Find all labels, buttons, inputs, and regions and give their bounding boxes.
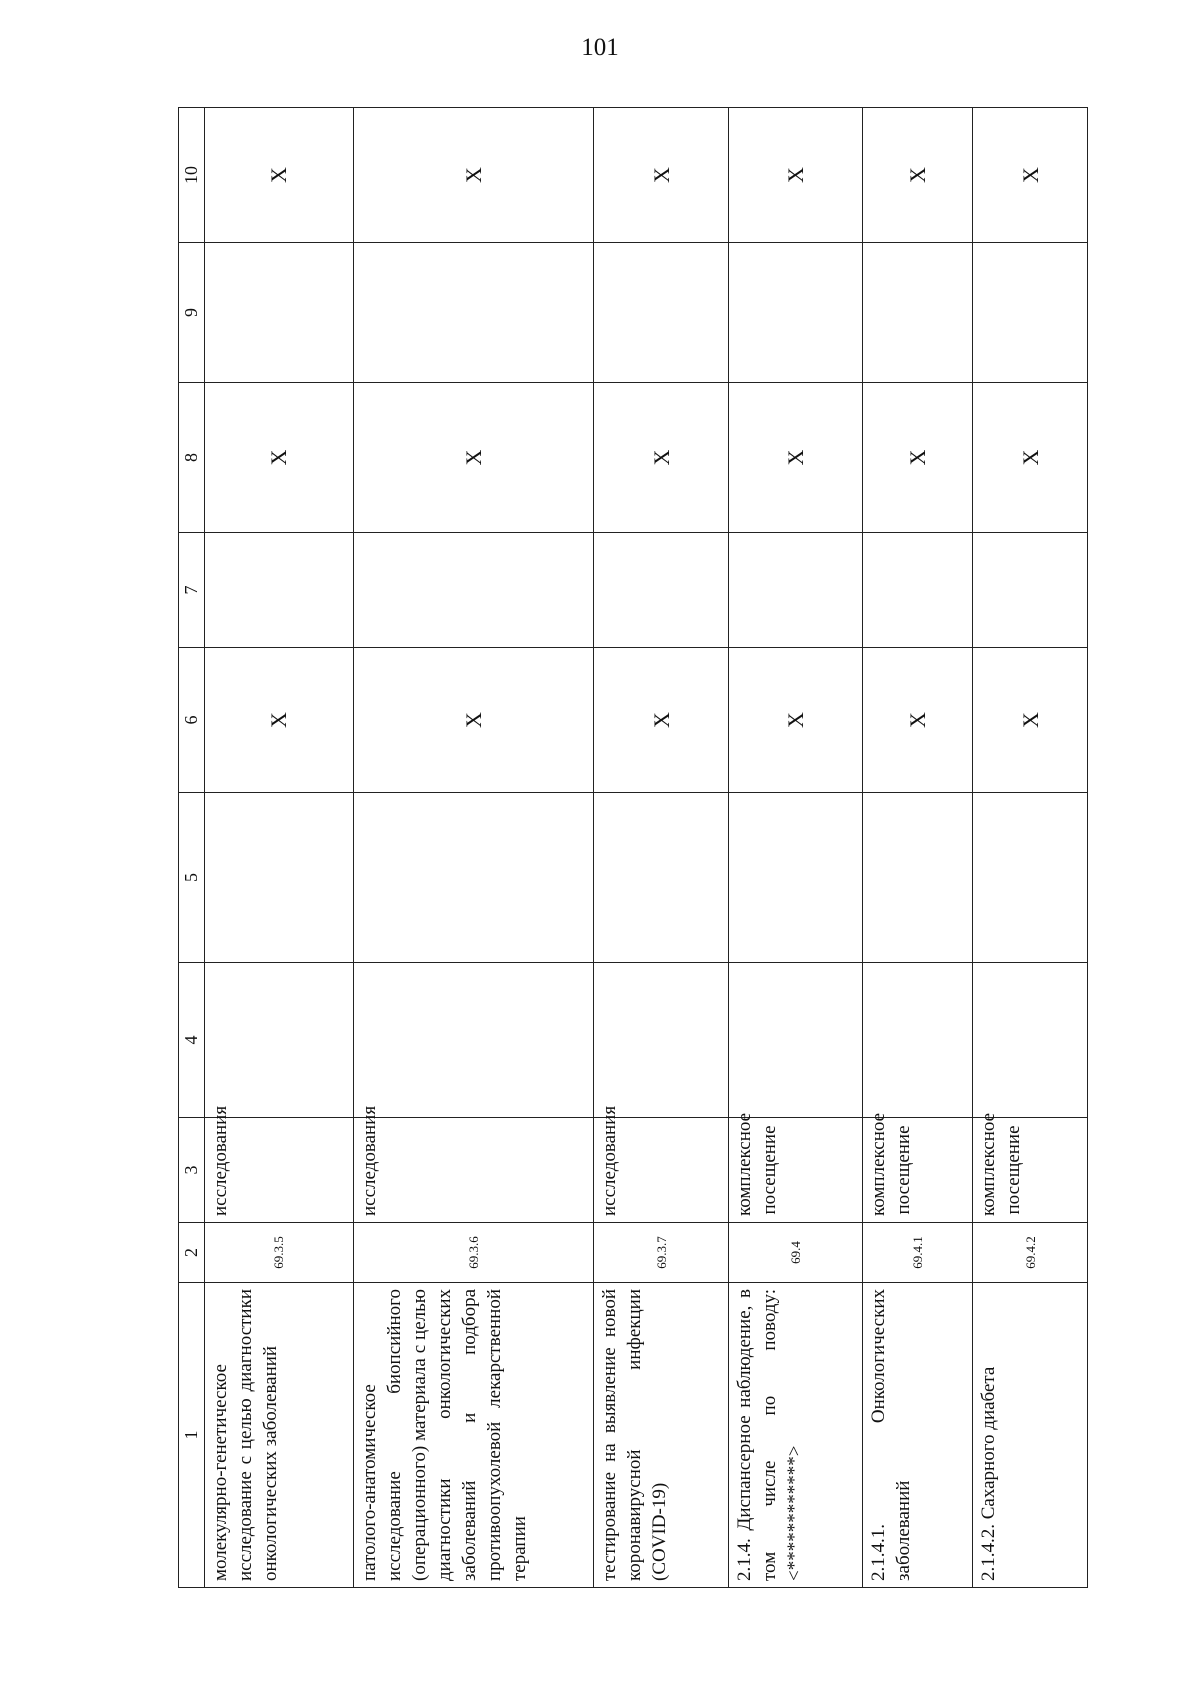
cell-col8: X <box>205 383 354 533</box>
column-header: 1 <box>179 1283 205 1588</box>
cell-col6: X <box>205 648 354 793</box>
cell-col4 <box>205 963 354 1118</box>
row-unit: комплексное посещение <box>729 1118 862 1223</box>
cell-col8: X <box>353 383 594 533</box>
row-unit: исследования <box>205 1118 354 1223</box>
column-header: 10 <box>179 108 205 243</box>
cell-col10: X <box>205 108 354 243</box>
cell-col5 <box>353 793 594 963</box>
table-row <box>353 108 594 1588</box>
cell-col6: X <box>353 648 594 793</box>
cell-col9 <box>594 243 729 383</box>
row-code: 69.3.7 <box>594 1223 729 1283</box>
cell-col5 <box>205 793 354 963</box>
table-row <box>862 108 973 1588</box>
table-row <box>594 108 729 1588</box>
column-header: 5 <box>179 793 205 963</box>
row-code: 69.4.1 <box>862 1223 973 1283</box>
cell-col4 <box>594 963 729 1118</box>
cell-col8: X <box>729 383 862 533</box>
cell-col8: X <box>594 383 729 533</box>
cell-col10: X <box>594 108 729 243</box>
cell-col7 <box>594 533 729 648</box>
cell-col7 <box>973 533 1088 648</box>
cell-col9 <box>973 243 1088 383</box>
cell-col7 <box>729 533 862 648</box>
row-unit: комплексное посещение <box>973 1118 1088 1223</box>
column-header: 6 <box>179 648 205 793</box>
cell-col9 <box>353 243 594 383</box>
cell-col9 <box>205 243 354 383</box>
cell-col9 <box>729 243 862 383</box>
row-code: 69.3.6 <box>353 1223 594 1283</box>
cell-col5 <box>862 793 973 963</box>
cell-col7 <box>205 533 354 648</box>
row-code: 69.3.5 <box>205 1223 354 1283</box>
header-row <box>179 108 205 1588</box>
page-number: 101 <box>581 34 619 61</box>
column-header: 3 <box>179 1118 205 1223</box>
cell-col4 <box>353 963 594 1118</box>
cell-col7 <box>862 533 973 648</box>
cell-col4 <box>862 963 973 1118</box>
cell-col10: X <box>729 108 862 243</box>
cell-col5 <box>729 793 862 963</box>
column-header: 7 <box>179 533 205 648</box>
cell-col10: X <box>353 108 594 243</box>
cell-col10: X <box>862 108 973 243</box>
column-header: 4 <box>179 963 205 1118</box>
cell-col6: X <box>729 648 862 793</box>
cell-col6: X <box>594 648 729 793</box>
row-name: 2.1.4. Диспансерное наблюдение, в том числе по поводу: <************> <box>729 1283 862 1588</box>
cell-col6: X <box>862 648 973 793</box>
cell-col6: X <box>973 648 1088 793</box>
cell-col4 <box>729 963 862 1118</box>
cell-col8: X <box>862 383 973 533</box>
data-table <box>178 107 1088 1588</box>
column-header: 9 <box>179 243 205 383</box>
column-header: 8 <box>179 383 205 533</box>
cell-col9 <box>862 243 973 383</box>
row-unit: исследования <box>353 1118 594 1223</box>
cell-col10: X <box>973 108 1088 243</box>
row-name: тестирование на выявление новой коронавирусной инфекции (COVID-19) <box>594 1283 729 1588</box>
table-row <box>729 108 862 1588</box>
row-code: 69.4 <box>729 1223 862 1283</box>
row-name: молекулярно-генетическое исследование с целью диагностики онкологических заболеваний <box>205 1283 354 1588</box>
table-row <box>973 108 1088 1588</box>
row-unit: комплексное посещение <box>862 1118 973 1223</box>
rotated-table-wrapper <box>178 108 1088 1588</box>
row-code: 69.4.2 <box>973 1223 1088 1283</box>
cell-col4 <box>973 963 1088 1118</box>
cell-col8: X <box>973 383 1088 533</box>
column-header: 2 <box>179 1223 205 1283</box>
cell-col5 <box>973 793 1088 963</box>
cell-col7 <box>353 533 594 648</box>
row-name: 2.1.4.2. Сахарного диабета <box>973 1283 1088 1588</box>
cell-col5 <box>594 793 729 963</box>
table-row <box>205 108 354 1588</box>
row-name: патолого-анатомическое исследование биопсийного (операционного) материала с целью диагностики онкологических заболеваний и подбора противоопухолевой лекарственной терапии <box>353 1283 594 1588</box>
row-name: 2.1.4.1. Онкологических заболеваний <box>862 1283 973 1588</box>
row-unit: исследования <box>594 1118 729 1223</box>
